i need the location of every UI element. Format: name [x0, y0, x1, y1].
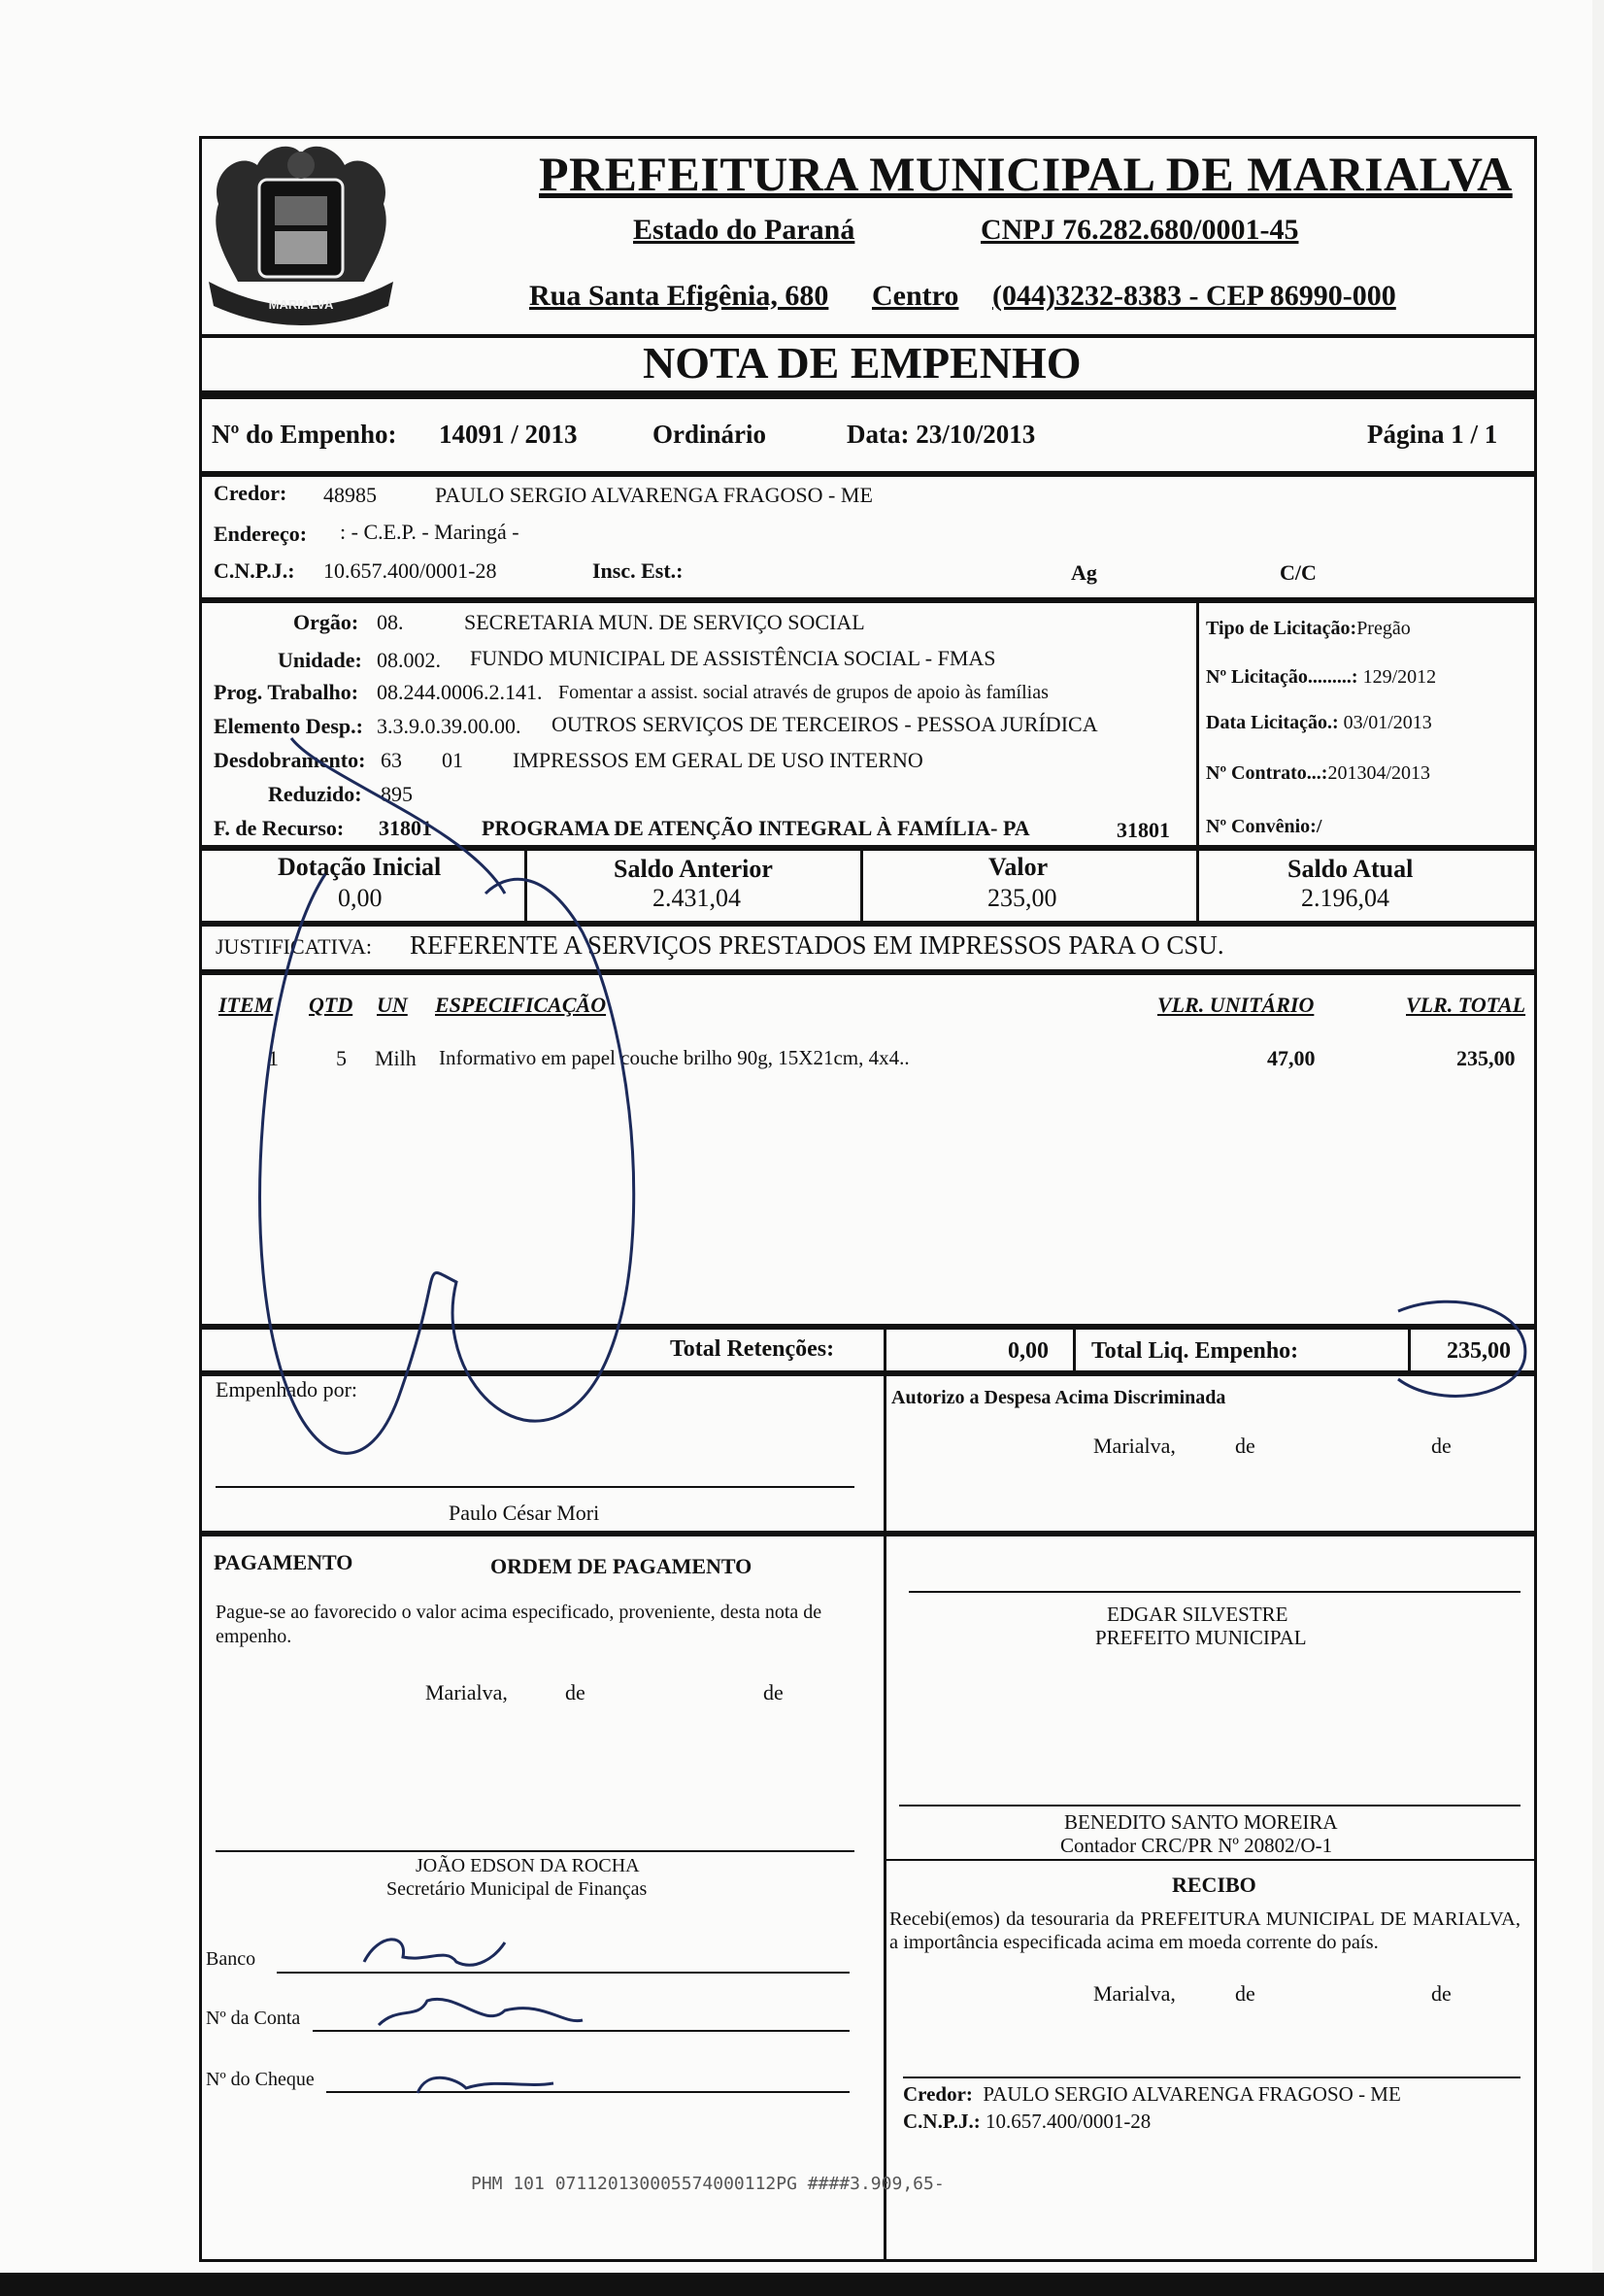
empenho-type: Ordinário — [652, 420, 767, 449]
recurso-label: F. de Recurso: — [214, 816, 345, 840]
footer-code: PHM 101 071120130005574000112PG ####3.909,65- — [471, 2174, 945, 2194]
recibo-cnpj-label: C.N.P.J.: — [903, 2110, 981, 2133]
secretario-name: JOÃO EDSON DA ROCHA — [416, 1855, 640, 1876]
scan-border — [0, 2273, 1604, 2296]
contrato-label: Nº Contrato...: — [1206, 762, 1328, 784]
col-header-especificacao: ESPECIFICAÇÃO — [435, 993, 607, 1017]
empenho-number: 14091 / 2013 — [439, 420, 578, 449]
licitacao-number-label: Nº Licitação.........: — [1206, 666, 1358, 688]
elemento-label: Elemento Desp.: — [214, 714, 363, 738]
empenho-date: Data: 23/10/2013 — [847, 420, 1036, 449]
autorizo-local: Marialva, — [1093, 1434, 1176, 1458]
document-title: NOTA DE EMPENHO — [643, 338, 1082, 388]
elemento-desc: OUTROS SERVIÇOS DE TERCEIROS - PESSOA JURÍDICA — [551, 712, 1098, 736]
licitacao-date-label: Data Licitação.: — [1206, 712, 1339, 733]
endereco-label: Endereço: — [214, 522, 308, 546]
recibo-text: Recebi(emos) da tesouraria da PREFEITURA MUNICIPAL DE MARIALVA, a importância especificada acima em moeda corrente do país. — [889, 1908, 1520, 1953]
pagamento-label: PAGAMENTO — [214, 1550, 353, 1574]
address-street: Rua Santa Efigênia, 680 — [529, 280, 829, 312]
valor-label: Valor — [988, 853, 1049, 881]
credor-cnpj: 10.657.400/0001-28 — [323, 558, 497, 583]
recibo-local: Marialva, — [1093, 1981, 1176, 2006]
elemento-code: 3.3.9.0.39.00.00. — [377, 714, 521, 738]
autorizo-de-2: de — [1431, 1434, 1452, 1458]
col-header-item: ITEM — [218, 993, 274, 1017]
col-header-qtd: QTD — [309, 993, 353, 1017]
row-qtd: 5 — [336, 1046, 347, 1070]
pagamento-local: Marialva, — [425, 1680, 508, 1705]
cnpj-header: CNPJ 76.282.680/0001-45 — [981, 214, 1299, 246]
cheque-label: Nº do Cheque — [206, 2069, 315, 2090]
prog-trabalho-label: Prog. Trabalho: — [214, 680, 359, 704]
justificativa-label: JUSTIFICATIVA: — [216, 934, 372, 959]
contador-name: BENEDITO SANTO MOREIRA — [1064, 1810, 1338, 1834]
recibo-label: RECIBO — [1172, 1873, 1256, 1897]
saldo-anterior-value: 2.431,04 — [652, 884, 741, 912]
autorizo-de-1: de — [1235, 1434, 1255, 1458]
prefeito-name: EDGAR SILVESTRE — [1107, 1603, 1288, 1626]
ordem-pagamento-text: Pague-se ao favorecido o valor acima especificado, proveniente, desta nota de empenho. — [216, 1602, 822, 1647]
desdobramento-code: 63 — [381, 748, 402, 772]
recurso-code: 31801 — [379, 816, 432, 840]
desdobramento-label: Desdobramento: — [214, 748, 366, 772]
saldo-atual-value: 2.196,04 — [1301, 884, 1389, 912]
ordem-pagamento-label: ORDEM DE PAGAMENTO — [490, 1554, 752, 1578]
licitacao-type-label: Tipo de Licitação: — [1206, 618, 1357, 639]
orgao-label: Orgão: — [293, 610, 359, 634]
row-item: 1 — [268, 1046, 279, 1070]
agencia-label: Ag — [1071, 560, 1097, 585]
recibo-de-2: de — [1431, 1981, 1452, 2006]
unidade-desc: FUNDO MUNICIPAL DE ASSISTÊNCIA SOCIAL - FMAS — [470, 646, 996, 670]
desdobramento-desc: IMPRESSOS EM GERAL DE USO INTERNO — [513, 748, 923, 772]
autorizo-text: Autorizo a Despesa Acima Discriminada — [891, 1387, 1226, 1408]
empenho-number-label: Nº do Empenho: — [212, 420, 397, 449]
valor-value: 235,00 — [987, 884, 1057, 912]
page-number: Página 1 / 1 — [1367, 420, 1498, 449]
row-especificacao: Informativo em papel couche brilho 90g, 15X21cm, 4x4.. — [439, 1046, 910, 1069]
address-district: Centro — [872, 280, 959, 312]
pagamento-de-2: de — [763, 1680, 784, 1705]
empenhado-por-label: Empenhado por: — [216, 1377, 358, 1401]
col-header-vlr-unitario: VLR. UNITÁRIO — [1157, 993, 1315, 1017]
total-retencoes-label: Total Retenções: — [670, 1336, 835, 1362]
unidade-code: 08.002. — [377, 648, 441, 672]
secretario-cargo: Secretário Municipal de Finanças — [386, 1878, 648, 1900]
dotacao-inicial-value: 0,00 — [338, 884, 383, 912]
desdobramento-code-2: 01 — [442, 748, 463, 772]
recibo-credor-name: PAULO SERGIO ALVARENGA FRAGOSO - ME — [983, 2082, 1401, 2106]
prefeito-cargo: PREFEITO MUNICIPAL — [1095, 1626, 1307, 1649]
row-vlr-total: 235,00 — [1456, 1046, 1516, 1070]
licitacao-date-value: 03/01/2013 — [1343, 712, 1432, 733]
col-header-un: UN — [377, 993, 408, 1017]
licitacao-type-value: Pregão — [1356, 618, 1411, 639]
saldo-anterior-label: Saldo Anterior — [614, 855, 773, 883]
recibo-de-1: de — [1235, 1981, 1255, 2006]
recurso-code-2: 31801 — [1117, 818, 1170, 842]
col-header-vlr-total: VLR. TOTAL — [1406, 993, 1526, 1017]
recibo-credor-label: Credor: — [903, 2082, 973, 2106]
pagamento-de-1: de — [565, 1680, 585, 1705]
prog-trabalho-desc: Fomentar a assist. social através de grupos de apoio às famílias — [558, 682, 1049, 703]
dotacao-inicial-label: Dotação Inicial — [278, 853, 442, 881]
reduzido-label: Reduzido: — [268, 782, 362, 806]
recibo-cnpj-value: 10.657.400/0001-28 — [985, 2110, 1152, 2133]
empenhado-por-name: Paulo César Mori — [449, 1501, 600, 1525]
contador-cargo: Contador CRC/PR Nº 20802/O-1 — [1060, 1834, 1333, 1857]
endereco-value: : - C.E.P. - Maringá - — [340, 520, 519, 544]
credor-label: Credor: — [214, 481, 287, 505]
row-un: Milh — [375, 1046, 417, 1070]
reduzido-value: 895 — [381, 782, 413, 806]
insc-est-label: Insc. Est.: — [592, 558, 684, 583]
orgao-code: 08. — [377, 610, 404, 634]
row-vlr-unitario: 47,00 — [1267, 1046, 1316, 1070]
state-name: Estado do Paraná — [633, 214, 855, 246]
recurso-desc: PROGRAMA DE ATENÇÃO INTEGRAL À FAMÍLIA- PA — [482, 816, 1030, 840]
contrato-value: 201304/2013 — [1327, 762, 1431, 784]
convenio-label: Nº Convênio:/ — [1206, 816, 1322, 837]
banco-label: Banco — [206, 1948, 256, 1970]
credor-cnpj-label: C.N.P.J.: — [214, 558, 295, 583]
municipality-title: PREFEITURA MUNICIPAL DE MARIALVA — [539, 147, 1513, 201]
prog-trabalho-code: 08.244.0006.2.141. — [377, 680, 543, 704]
credor-name: PAULO SERGIO ALVARENGA FRAGOSO - ME — [435, 483, 873, 507]
total-liquido-label: Total Liq. Empenho: — [1091, 1338, 1299, 1364]
svg-text:MARIALVA: MARIALVA — [268, 297, 334, 312]
saldo-atual-label: Saldo Atual — [1287, 855, 1414, 883]
unidade-label: Unidade: — [278, 648, 362, 672]
justificativa-text: REFERENTE A SERVIÇOS PRESTADOS EM IMPRESSOS PARA O CSU. — [410, 930, 1224, 960]
conta-label: Nº da Conta — [206, 2008, 301, 2029]
total-liquido-value: 235,00 — [1447, 1338, 1511, 1364]
licitacao-number-value: 129/2012 — [1362, 666, 1437, 688]
total-retencoes-value: 0,00 — [1008, 1338, 1049, 1364]
credor-code: 48985 — [323, 483, 377, 507]
conta-corrente-label: C/C — [1280, 560, 1317, 585]
phone-cep: (044)3232-8383 - CEP 86990-000 — [992, 280, 1396, 312]
orgao-desc: SECRETARIA MUN. DE SERVIÇO SOCIAL — [464, 610, 865, 634]
